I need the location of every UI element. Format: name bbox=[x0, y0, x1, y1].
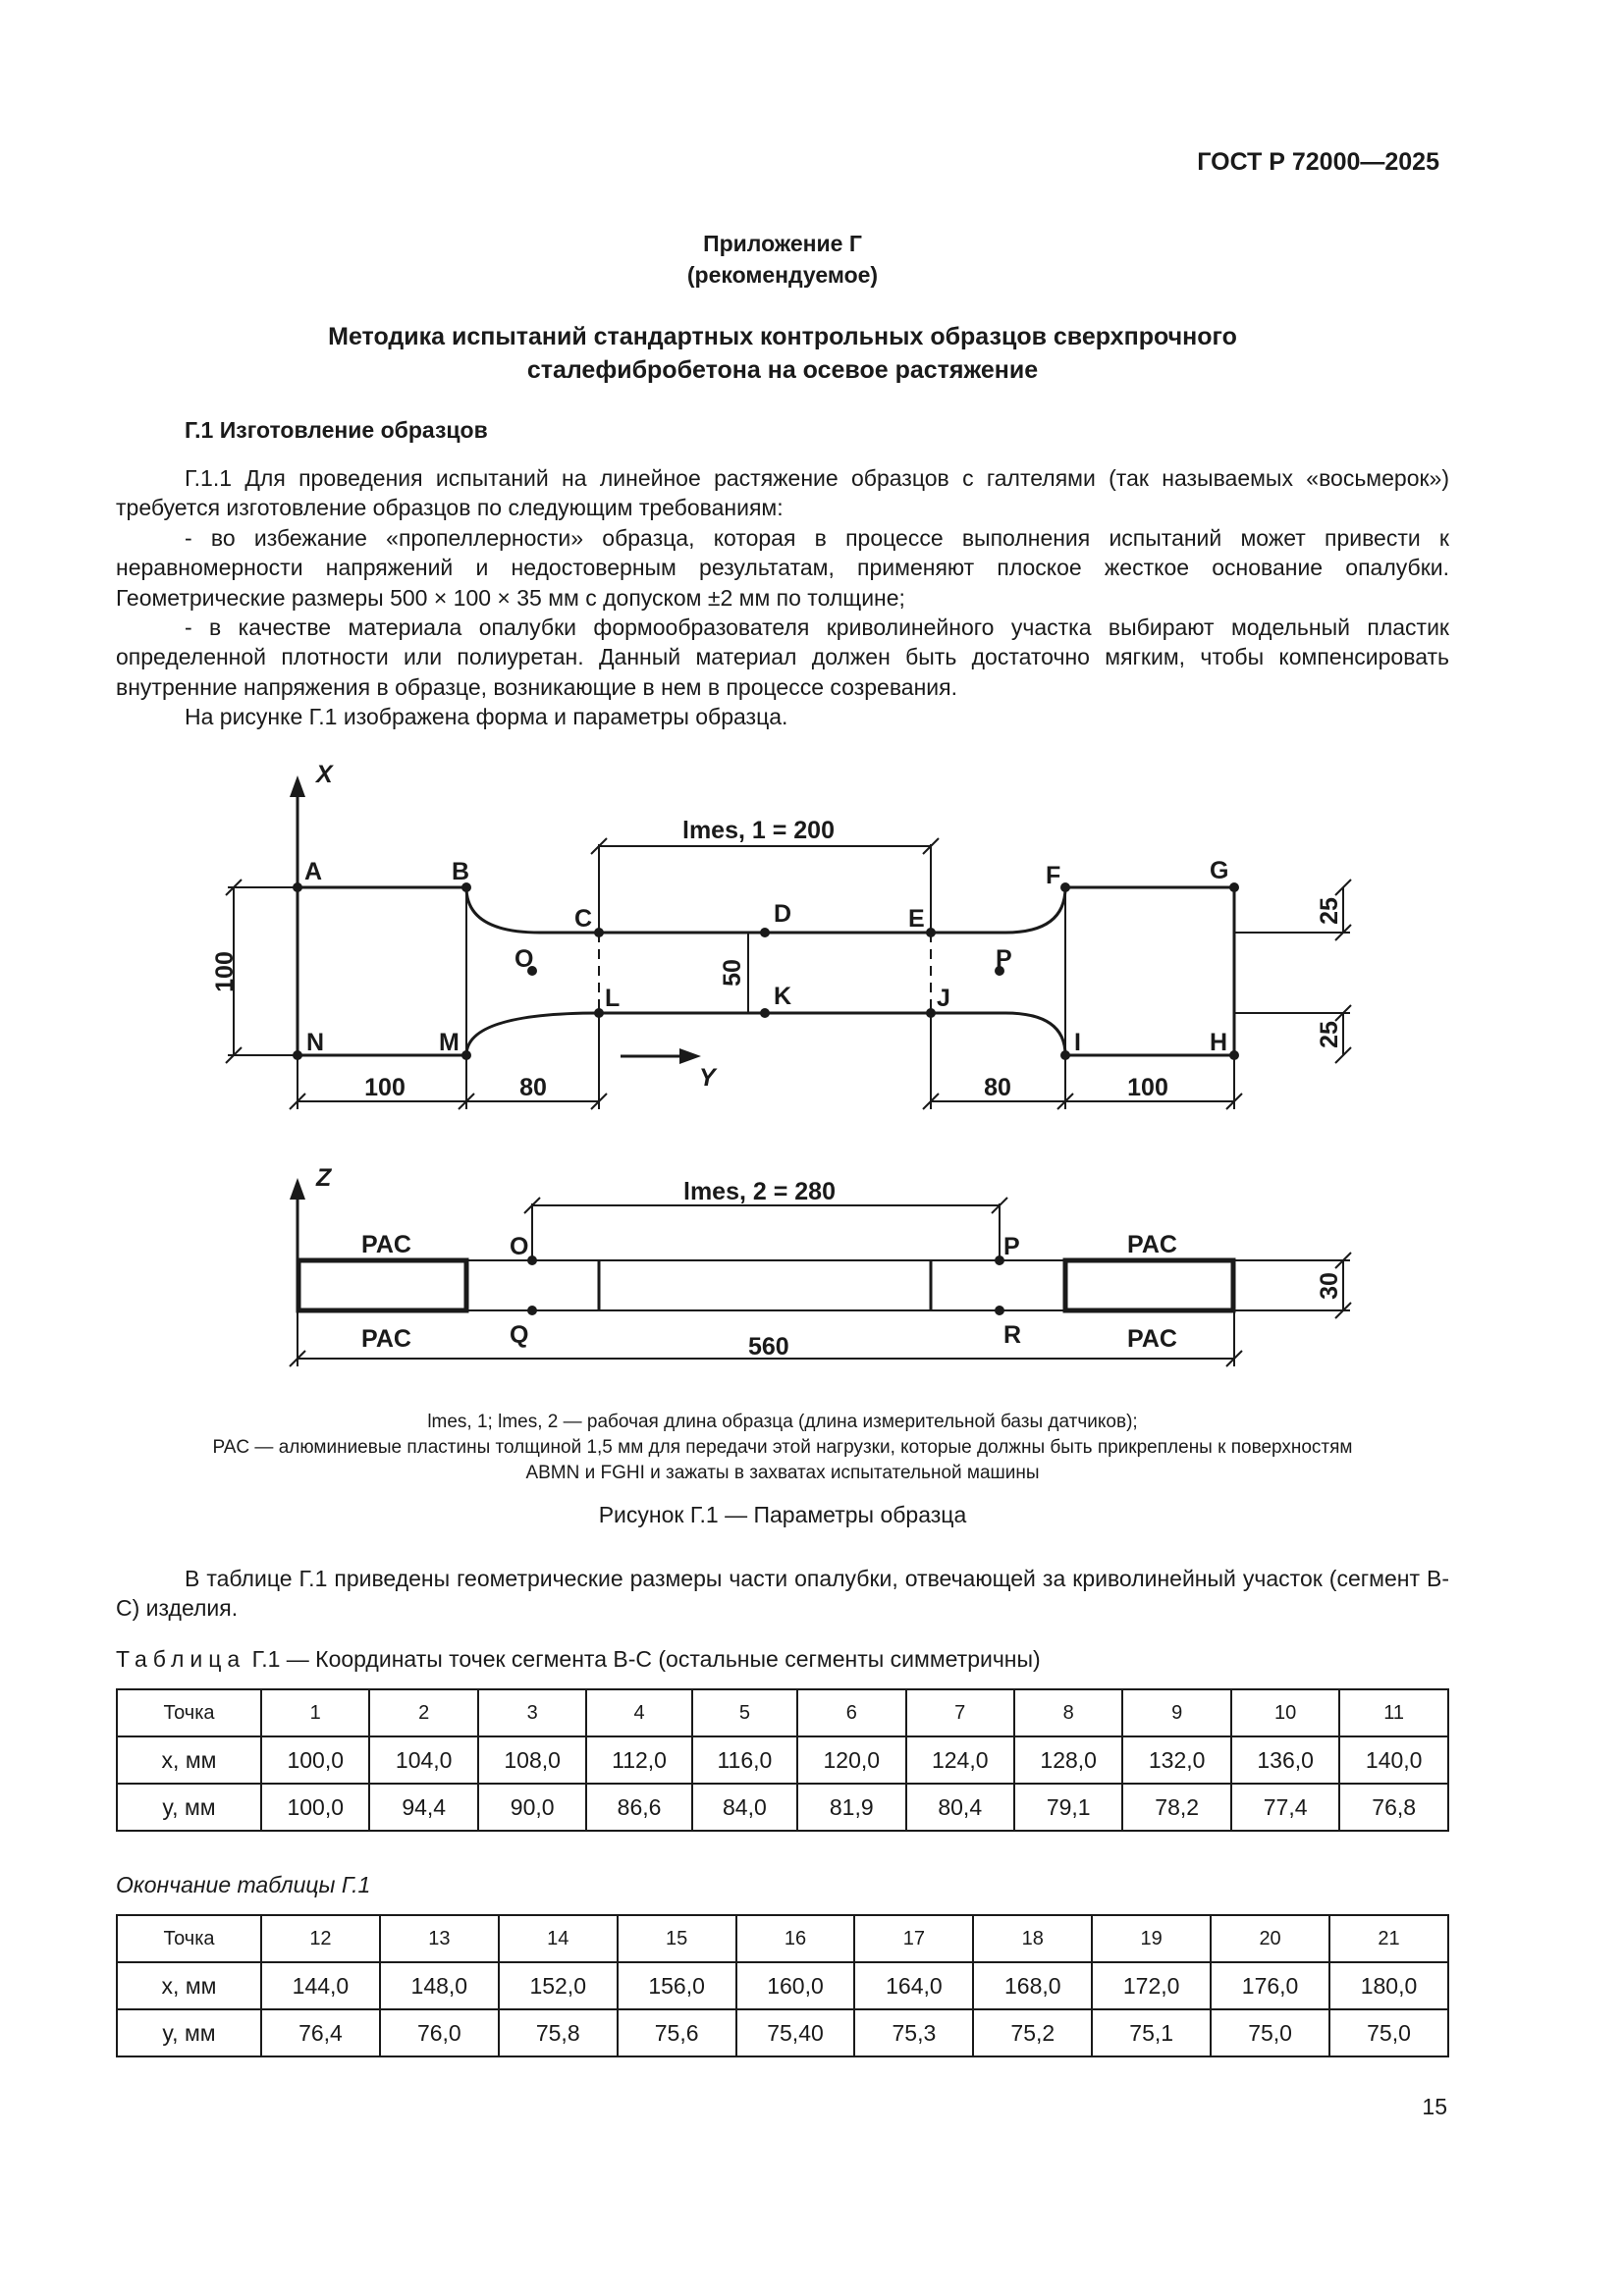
pac-label-top-right: PAC bbox=[1127, 1231, 1177, 1258]
point-label-i: I bbox=[1074, 1029, 1081, 1056]
paragraph: В таблице Г.1 приведены геометрические размеры части опалубки, отвечающей за криволинейный участок (сегмент B-C) изделия. bbox=[116, 1566, 1449, 1622]
table-cell: 116,0 bbox=[692, 1736, 797, 1784]
table-row bbox=[117, 1784, 1448, 1831]
table-cell: 81,9 bbox=[797, 1784, 905, 1831]
table-cell: 77,4 bbox=[1231, 1784, 1339, 1831]
row-label-cell: y, мм bbox=[117, 2009, 261, 2056]
table-cell: 104,0 bbox=[369, 1736, 477, 1784]
point-label-side-p: P bbox=[1003, 1233, 1020, 1260]
point-label-g: G bbox=[1210, 857, 1229, 884]
table-cell: 6 bbox=[797, 1689, 905, 1736]
table-row bbox=[117, 2009, 1448, 2056]
figure-caption: Рисунок Г.1 — Параметры образца bbox=[598, 1502, 967, 1527]
point-label-e: E bbox=[908, 905, 925, 933]
table-cell: 2 bbox=[369, 1689, 477, 1736]
table-cell: 140,0 bbox=[1339, 1736, 1448, 1784]
figure-legend bbox=[116, 1410, 1449, 1486]
table-cell: 18 bbox=[973, 1915, 1092, 1962]
point-label-a: A bbox=[304, 858, 323, 885]
legend-line: lmes, 1; lmes, 2 — рабочая длина образца (длина измерительной базы датчиков); bbox=[427, 1412, 1138, 1432]
table-cell: 152,0 bbox=[499, 1962, 618, 2009]
table-cell: 17 bbox=[854, 1915, 973, 1962]
table-cell: 75,0 bbox=[1211, 2009, 1329, 2056]
table-cell: 80,4 bbox=[906, 1784, 1014, 1831]
table-cell: 76,0 bbox=[380, 2009, 499, 2056]
table-cell: 7 bbox=[906, 1689, 1014, 1736]
point-label-b: B bbox=[452, 858, 470, 885]
x-axis-arrow bbox=[290, 775, 305, 797]
table-cell: 128,0 bbox=[1014, 1736, 1122, 1784]
table-cell: 148,0 bbox=[380, 1962, 499, 2009]
table-cell: 75,3 bbox=[854, 2009, 973, 2056]
table-cell: 79,1 bbox=[1014, 1784, 1122, 1831]
table-cell: 11 bbox=[1339, 1689, 1448, 1736]
fillet-dim-label-left: 80 bbox=[519, 1074, 547, 1101]
table-cell: 172,0 bbox=[1092, 1962, 1211, 2009]
table-cell: 1 bbox=[261, 1689, 369, 1736]
table-cell: 156,0 bbox=[618, 1962, 736, 2009]
document-title-line-2: сталефибробетона на осевое растяжение bbox=[526, 356, 1039, 384]
coordinates-table-1 bbox=[116, 1688, 1449, 1832]
document-title-line-1: Методика испытаний стандартных контрольных образцов сверхпрочного bbox=[328, 323, 1237, 350]
table-cell: 76,4 bbox=[261, 2009, 380, 2056]
legend-line: PAC — алюминиевые пластины толщиной 1,5 мм для передачи этой нагрузки, которые должны быть прикреплены к поверхностям bbox=[212, 1437, 1353, 1458]
paragraph: На рисунке Г.1 изображена форма и параметры образца. bbox=[185, 704, 788, 730]
table-row bbox=[117, 1689, 1448, 1736]
y-axis-arrow bbox=[679, 1048, 701, 1064]
coordinates-table-2 bbox=[116, 1914, 1449, 2057]
table-cell: 86,6 bbox=[586, 1784, 691, 1831]
table-cell: 160,0 bbox=[736, 1962, 855, 2009]
pac-plate-left bbox=[298, 1260, 466, 1310]
table-cell: 8 bbox=[1014, 1689, 1122, 1736]
table-cell: 10 bbox=[1231, 1689, 1339, 1736]
table-cell: 180,0 bbox=[1329, 1962, 1448, 2009]
table-cell: 4 bbox=[586, 1689, 691, 1736]
table-cell: 13 bbox=[380, 1915, 499, 1962]
point-label-side-q: Q bbox=[510, 1321, 529, 1349]
z-axis-label: Z bbox=[316, 1164, 332, 1192]
fillet-dim-label-right: 80 bbox=[984, 1074, 1011, 1101]
neck-dim-label: 50 bbox=[719, 959, 746, 987]
table-row bbox=[117, 1962, 1448, 2009]
table-cell: 75,2 bbox=[973, 2009, 1092, 2056]
width-dim-label: 100 bbox=[211, 951, 239, 992]
table-row bbox=[117, 1915, 1448, 1962]
table-cell: 75,0 bbox=[1329, 2009, 1448, 2056]
table-cell: 75,1 bbox=[1092, 2009, 1211, 2056]
point-label-l: L bbox=[605, 985, 621, 1012]
table-cell: 21 bbox=[1329, 1915, 1448, 1962]
table-cell: 164,0 bbox=[854, 1962, 973, 2009]
table-cell: 15 bbox=[618, 1915, 736, 1962]
table-cell: 108,0 bbox=[478, 1736, 586, 1784]
table-cell: 75,40 bbox=[736, 2009, 855, 2056]
pac-label-bottom-right: PAC bbox=[1127, 1325, 1177, 1353]
page-number: 15 bbox=[1422, 2094, 1447, 2119]
total-length-label: 560 bbox=[748, 1333, 789, 1361]
table-row bbox=[117, 1736, 1448, 1784]
point-label-f: F bbox=[1046, 862, 1061, 889]
table-cell: 9 bbox=[1122, 1689, 1230, 1736]
point-label-side-r: R bbox=[1003, 1321, 1022, 1349]
row-label-cell: Точка bbox=[117, 1689, 261, 1736]
table-cell: 124,0 bbox=[906, 1736, 1014, 1784]
pac-plate-right bbox=[1065, 1260, 1233, 1310]
table-continuation-caption: Окончание таблицы Г.1 bbox=[116, 1872, 371, 1897]
table-caption-text: Г.1 — Координаты точек сегмента B-C (остальные сегменты симметричны) bbox=[251, 1646, 1041, 1672]
table-cell: 84,0 bbox=[692, 1784, 797, 1831]
paragraph: - в качестве материала опалубки формообразователя криволинейного участка выбирают модельный пластик определенной плотности или полиуретан. Данный материал должен быть достаточно мягким, чтобы компенсировать внутренние напряжения в образце, возникающие в нем в процессе созревания. bbox=[116, 614, 1449, 700]
table-cell: 144,0 bbox=[261, 1962, 380, 2009]
annex-status: (рекомендуемое) bbox=[686, 262, 879, 288]
section-heading: Г.1 Изготовление образцов bbox=[185, 417, 488, 443]
edge-dim-label-top: 25 bbox=[1316, 897, 1343, 925]
point-label-k: K bbox=[774, 983, 792, 1010]
table-cell: 14 bbox=[499, 1915, 618, 1962]
point-label-c: C bbox=[574, 905, 593, 933]
x-axis-label: X bbox=[316, 761, 333, 788]
table-cell: 94,4 bbox=[369, 1784, 477, 1831]
paragraph: Г.1.1 Для проведения испытаний на линейное растяжение образцов с галтелями (так называемых «восьмерок») требуется изготовление образцов по следующим требованиям: bbox=[116, 465, 1449, 521]
row-label-cell: y, мм bbox=[117, 1784, 261, 1831]
table-cell: 76,8 bbox=[1339, 1784, 1448, 1831]
annex-title: Приложение Г bbox=[703, 231, 862, 256]
table-intro bbox=[116, 1564, 1449, 1624]
standard-header: ГОСТ Р 72000—2025 bbox=[1197, 148, 1439, 176]
lmes2-label: lmes, 2 = 280 bbox=[683, 1178, 836, 1205]
thickness-dim-label: 30 bbox=[1316, 1272, 1343, 1300]
point-label-n: N bbox=[306, 1029, 325, 1056]
pac-label-bottom-left: PAC bbox=[361, 1325, 411, 1353]
table-cell: 176,0 bbox=[1211, 1962, 1329, 2009]
row-label-cell: x, мм bbox=[117, 1736, 261, 1784]
point-label-j: J bbox=[937, 985, 950, 1012]
row-label-cell: Точка bbox=[117, 1915, 261, 1962]
point-label-m: M bbox=[439, 1029, 460, 1056]
table-cell: 112,0 bbox=[586, 1736, 691, 1784]
z-axis-arrow bbox=[290, 1178, 305, 1200]
pac-label-top-left: PAC bbox=[361, 1231, 411, 1258]
legend-line: ABMN и FGHI и зажаты в захватах испытательной машины bbox=[525, 1463, 1040, 1483]
side-view-body bbox=[298, 1260, 1234, 1310]
table-cell: 136,0 bbox=[1231, 1736, 1339, 1784]
point-label-h: H bbox=[1210, 1029, 1228, 1056]
point-label-d: D bbox=[774, 900, 792, 928]
table-cell: 75,8 bbox=[499, 2009, 618, 2056]
edge-dim-label-bottom: 25 bbox=[1316, 1021, 1343, 1048]
table-cell: 90,0 bbox=[478, 1784, 586, 1831]
table-caption-prefix: Таблица bbox=[116, 1646, 246, 1672]
table-cell: 100,0 bbox=[261, 1736, 369, 1784]
row-label-cell: x, мм bbox=[117, 1962, 261, 2009]
table-cell: 19 bbox=[1092, 1915, 1211, 1962]
table-cell: 3 bbox=[478, 1689, 586, 1736]
table-cell: 5 bbox=[692, 1689, 797, 1736]
paragraph: - во избежание «пропеллерности» образца, которая в процессе выполнения испытаний может привести к неравномерности напряжений и недостоверным результатам, применяют плоское жесткое основание опалубки. Геометрические размеры 500 × 100 × 35 мм с допуском ±2 мм по толщине; bbox=[116, 524, 1449, 611]
table-cell: 75,6 bbox=[618, 2009, 736, 2056]
table-cell: 132,0 bbox=[1122, 1736, 1230, 1784]
point-label-p: P bbox=[996, 945, 1012, 973]
table-cell: 120,0 bbox=[797, 1736, 905, 1784]
point-label-o: O bbox=[514, 945, 534, 973]
grip-dim-label-left: 100 bbox=[364, 1074, 406, 1101]
y-axis-label: Y bbox=[699, 1064, 716, 1092]
table-cell: 100,0 bbox=[261, 1784, 369, 1831]
table-cell: 16 bbox=[736, 1915, 855, 1962]
lmes1-label: lmes, 1 = 200 bbox=[682, 817, 835, 844]
point-label-side-o: O bbox=[510, 1233, 529, 1260]
table-cell: 168,0 bbox=[973, 1962, 1092, 2009]
table-caption bbox=[116, 1646, 1041, 1673]
table-cell: 78,2 bbox=[1122, 1784, 1230, 1831]
grip-dim-label-right: 100 bbox=[1127, 1074, 1168, 1101]
table-cell: 20 bbox=[1211, 1915, 1329, 1962]
table-cell: 12 bbox=[261, 1915, 380, 1962]
